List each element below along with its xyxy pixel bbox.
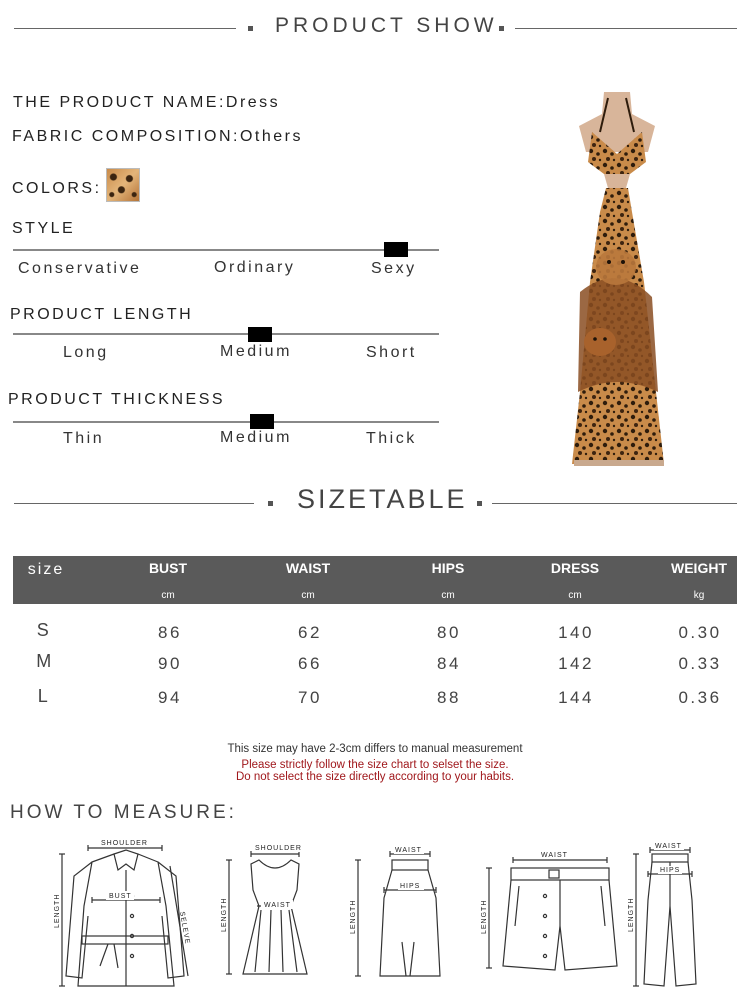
length-marker [248,327,272,342]
col-dress-unit: cm [568,590,582,601]
length-option-long: Long [63,344,109,361]
size-table-header [13,556,737,604]
product-name-row [13,94,280,112]
style-option-sexy: Sexy [371,260,417,277]
col-size-header: size [27,561,65,578]
cell-size: M [36,651,54,671]
cell-waist: 62 [298,623,322,642]
col-weight-header: WEIGHT [671,560,727,576]
cell-dress: 144 [558,688,594,707]
jacket-length-label: LENGTH [54,893,61,928]
shorts-length-label: LENGTH [481,899,488,934]
style-option-conservative: Conservative [18,260,142,277]
skirt-length-label: LENGTH [350,899,357,934]
col-waist-unit: cm [301,590,315,601]
col-bust-unit: cm [161,590,175,601]
pants-waist-label: WAIST [655,843,682,850]
skirt-waist-label: WAIST [395,847,422,854]
skirt-hips-label: HIPS [400,883,421,890]
cell-dress: 140 [558,623,594,642]
length-option-short: Short [366,344,417,361]
product-name-value: Dress [225,94,281,111]
length-option-medium: Medium [220,343,292,360]
size-warning-2: Do not select the size directly according to your habits. [235,771,515,783]
thickness-marker [250,414,274,429]
col-weight-unit: kg [693,590,705,601]
jacket-measure-diagram [48,836,208,992]
col-hips-unit: cm [441,590,455,601]
how-to-measure-title: HOW TO MEASURE: [10,802,237,823]
product-name-label: THE PRODUCT NAME: [13,94,226,111]
cell-weight: 0.30 [678,623,722,642]
dress-shoulder-label: SHOULDER [255,845,302,852]
jacket-shoulder-label: SHOULDER [101,840,148,847]
dress-length-label: LENGTH [221,897,228,932]
cell-waist: 70 [298,688,322,707]
skirt-measure-diagram [340,842,450,986]
col-waist-header: WAIST [285,560,331,576]
cell-size: S [36,620,52,640]
pants-length-label: LENGTH [628,897,635,932]
colors-label: COLORS: [12,180,102,197]
fabric-label: FABRIC COMPOSITION: [12,128,240,145]
cell-dress: 142 [558,654,594,673]
style-scale-line [13,249,439,251]
sizetable-dot-left [268,501,273,506]
length-label: PRODUCT LENGTH [10,306,194,323]
pants-measure-diagram [622,840,712,990]
col-dress-header: DRESS [550,560,600,576]
page-title: PRODUCT SHOW [275,14,498,37]
cell-bust: 90 [158,654,182,673]
thickness-option-medium: Medium [220,429,292,446]
shorts-waist-label: WAIST [541,852,568,859]
sizetable-dot-right [477,501,482,506]
cell-hips: 88 [437,688,461,707]
header-dot-left [248,26,253,31]
size-warning-1: Please strictly follow the size chart to selset the size. [241,759,509,771]
header-rule-left [14,28,236,29]
leopard-print-swatch-icon [106,168,140,202]
thickness-option-thick: Thick [366,430,417,447]
cell-weight: 0.36 [678,688,722,707]
product-photo [560,92,674,466]
dress-waist-label: WAIST [264,902,291,909]
col-hips-header: HIPS [431,560,465,576]
cell-hips: 80 [437,623,461,642]
thickness-option-thin: Thin [63,430,105,447]
cell-size: L [37,686,51,706]
shorts-measure-diagram [475,846,620,976]
cell-bust: 86 [158,623,182,642]
col-bust-header: BUST [148,560,188,576]
jacket-bust-label: BUST [109,893,132,900]
sizetable-rule-left [14,503,254,504]
pants-hips-label: HIPS [660,867,681,874]
measurement-note: This size may have 2-3cm differs to manual measurement [227,743,523,755]
cell-waist: 66 [298,654,322,673]
header-rule-right [515,28,737,29]
jacket-sleeve-label: SELEVE [178,911,191,946]
dress-measure-diagram [215,840,315,986]
thickness-scale-line [13,421,439,423]
cell-hips: 84 [437,654,461,673]
style-option-ordinary: Ordinary [214,259,296,276]
sizetable-title: SIZETABLE [297,484,468,514]
length-scale-line [13,333,439,335]
style-label: STYLE [12,220,76,237]
cell-bust: 94 [158,688,182,707]
style-marker [384,242,408,257]
header-dot-right [499,26,504,31]
sizetable-rule-right [492,503,737,504]
fabric-value: Others [239,128,303,145]
thickness-label: PRODUCT THICKNESS [8,391,226,408]
fabric-row [12,128,303,146]
cell-weight: 0.33 [678,654,722,673]
